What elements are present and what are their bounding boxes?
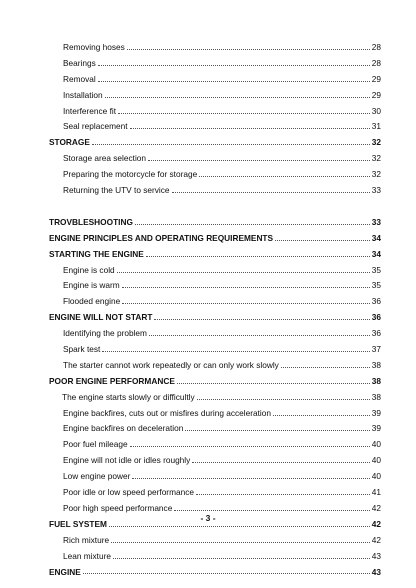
dot-leader: [172, 192, 370, 193]
toc-entry-page: 36: [371, 312, 381, 323]
toc-entry-page: 29: [371, 89, 381, 100]
toc-entry-title: Spark test: [63, 344, 101, 355]
toc-section-entry[interactable]: [0, 310, 416, 326]
toc-entry[interactable]: [0, 406, 416, 422]
toc-entry-page: 38: [371, 375, 381, 386]
toc-entry-page: 39: [371, 407, 381, 418]
toc-entry-title: Identifying the problem: [63, 328, 147, 339]
toc-entry-title: Poor idle or low speed performance: [63, 487, 194, 498]
toc-entry[interactable]: [0, 421, 416, 437]
toc-entry-title: ENGINE PRINCIPLES AND OPERATING REQUIREMENTS: [49, 232, 274, 243]
toc-entry-title: Engine backfires on deceleration: [63, 423, 184, 434]
dot-leader: [174, 510, 369, 511]
dot-leader: [111, 542, 370, 543]
toc-entry-page: 31: [371, 121, 381, 132]
toc-entry[interactable]: [0, 40, 416, 56]
toc-entry-title: Removing hoses: [63, 42, 125, 52]
toc-entry-title: Poor high speed performance: [63, 502, 173, 513]
toc-entry-title: Installation: [63, 89, 103, 100]
toc-entry-title: ENGINE: [49, 566, 81, 577]
toc-entry-page: 42: [371, 518, 381, 529]
toc-entry-title: Poor fuel mileage: [63, 439, 128, 450]
toc-entry-page: 28: [371, 57, 381, 68]
toc-entry-page: 34: [371, 232, 381, 243]
dot-leader: [199, 176, 370, 177]
dot-leader: [281, 367, 370, 368]
toc-entry[interactable]: [0, 151, 416, 167]
toc-entry-title: The starter cannot work repeatedly or can only work slowly: [63, 359, 279, 370]
toc-entry-title: Returning the UTV to service: [63, 185, 170, 196]
toc-entry[interactable]: [0, 72, 416, 88]
toc-entry-page: 41: [371, 487, 381, 498]
toc-entry[interactable]: [0, 358, 416, 374]
toc-entry[interactable]: [0, 263, 416, 279]
table-of-contents: [0, 40, 416, 580]
dot-leader: [130, 446, 370, 447]
dot-leader: [154, 319, 369, 320]
dot-leader: [122, 287, 370, 288]
toc-entry-title: Engine backfires, cuts out or misfires during acceleration: [63, 407, 271, 418]
dot-leader: [122, 303, 370, 304]
toc-entry[interactable]: [0, 183, 416, 199]
toc-entry-page: 34: [371, 248, 381, 259]
toc-entry-title: TROVBLESHOOTING: [49, 216, 133, 227]
toc-entry-title: Bearings: [63, 57, 96, 68]
dot-leader: [197, 399, 370, 400]
toc-entry-title: STORAGE: [49, 137, 90, 148]
toc-entry-page: 33: [371, 185, 381, 196]
toc-entry[interactable]: [0, 485, 416, 501]
dot-leader: [146, 256, 370, 257]
toc-entry[interactable]: [0, 549, 416, 565]
toc-entry-title: Low engine power: [63, 471, 131, 482]
toc-entry-title: FUEL SYSTEM: [49, 518, 107, 529]
toc-entry-title: Storage area selection: [63, 153, 147, 164]
toc-entry[interactable]: [0, 119, 416, 135]
page-number: - 3 -: [200, 513, 216, 523]
toc-entry-page: 38: [371, 359, 381, 370]
toc-entry-title: Engine will not idle or idles roughly: [63, 455, 191, 466]
toc-entry-title: Flooded engine: [63, 296, 121, 307]
toc-entry[interactable]: [0, 453, 416, 469]
toc-entry-title: Engine is cold: [63, 264, 115, 275]
toc-entry-title: POOR ENGINE PERFORMANCE: [49, 375, 175, 386]
toc-entry-page: 35: [371, 280, 381, 291]
toc-entry-title: Removal: [63, 73, 96, 84]
toc-entry-page: 40: [371, 471, 381, 482]
toc-entry[interactable]: [0, 469, 416, 485]
toc-entry-page: 38: [371, 391, 381, 402]
toc-section-entry[interactable]: [0, 247, 416, 263]
toc-entry[interactable]: [0, 104, 416, 120]
dot-leader: [192, 462, 369, 463]
dot-leader: [109, 526, 370, 527]
dot-leader: [130, 128, 370, 129]
toc-section-entry[interactable]: [0, 135, 416, 151]
toc-entry-page: 32: [371, 169, 381, 180]
dot-leader: [177, 383, 370, 384]
section-gap: [0, 199, 416, 215]
toc-entry[interactable]: [0, 294, 416, 310]
toc-entry[interactable]: [0, 88, 416, 104]
dot-leader: [117, 272, 370, 273]
toc-entry-page: 39: [371, 423, 381, 434]
toc-entry-page: 40: [371, 455, 381, 466]
toc-entry[interactable]: [0, 56, 416, 72]
toc-entry[interactable]: [0, 326, 416, 342]
toc-entry-title: STARTING THE ENGINE: [49, 248, 144, 259]
dot-leader: [92, 144, 370, 145]
toc-section-entry[interactable]: [0, 374, 416, 390]
toc-entry[interactable]: [0, 167, 416, 183]
toc-entry-title: Preparing the motorcycle for storage: [63, 169, 198, 180]
toc-entry-title: The engine starts slowly or difficultly: [62, 391, 195, 402]
toc-entry-page: 28: [371, 42, 381, 52]
dot-leader: [196, 494, 370, 495]
dot-leader: [102, 351, 369, 352]
toc-entry-title: Lean mixture: [63, 550, 111, 561]
dot-leader: [98, 81, 370, 82]
toc-entry[interactable]: [0, 533, 416, 549]
toc-entry-page: 36: [371, 296, 381, 307]
toc-entry[interactable]: [0, 342, 416, 358]
toc-entry-title: Seal replacement: [63, 121, 128, 132]
toc-entry-page: 32: [371, 137, 381, 148]
toc-section-entry[interactable]: [0, 231, 416, 247]
dot-leader: [105, 97, 370, 98]
toc-entry-page: 37: [371, 344, 381, 355]
toc-section-entry[interactable]: [0, 215, 416, 231]
toc-entry-page: 29: [371, 73, 381, 84]
toc-entry-title: ENGINE WILL NOT START: [49, 312, 153, 323]
toc-entry[interactable]: [0, 390, 416, 406]
dot-leader: [132, 478, 369, 479]
toc-section-entry[interactable]: [0, 565, 416, 581]
toc-entry-page: 40: [371, 439, 381, 450]
toc-entry-page: 30: [371, 105, 381, 116]
toc-entry-title: Interference fit: [63, 105, 117, 116]
toc-entry-title: Engine is warm: [63, 280, 120, 291]
dot-leader: [118, 113, 370, 114]
dot-leader: [273, 415, 370, 416]
toc-entry[interactable]: [0, 278, 416, 294]
dot-leader: [127, 49, 370, 50]
dot-leader: [149, 335, 370, 336]
toc-entry-page: 35: [371, 264, 381, 275]
toc-entry-title: Rich mixture: [63, 534, 110, 545]
toc-entry-page: 42: [371, 502, 381, 513]
dot-leader: [148, 160, 370, 161]
toc-entry-page: 36: [371, 328, 381, 339]
dot-leader: [83, 573, 370, 574]
toc-entry-page: 43: [371, 550, 381, 561]
toc-entry-page: 33: [371, 216, 381, 227]
dot-leader: [98, 65, 370, 66]
dot-leader: [113, 558, 370, 559]
toc-entry-page: 42: [371, 534, 381, 545]
dot-leader: [135, 224, 370, 225]
dot-leader: [275, 240, 370, 241]
toc-entry[interactable]: [0, 437, 416, 453]
toc-entry-page: 32: [371, 153, 381, 164]
dot-leader: [185, 430, 369, 431]
toc-entry-page: 43: [371, 566, 381, 577]
